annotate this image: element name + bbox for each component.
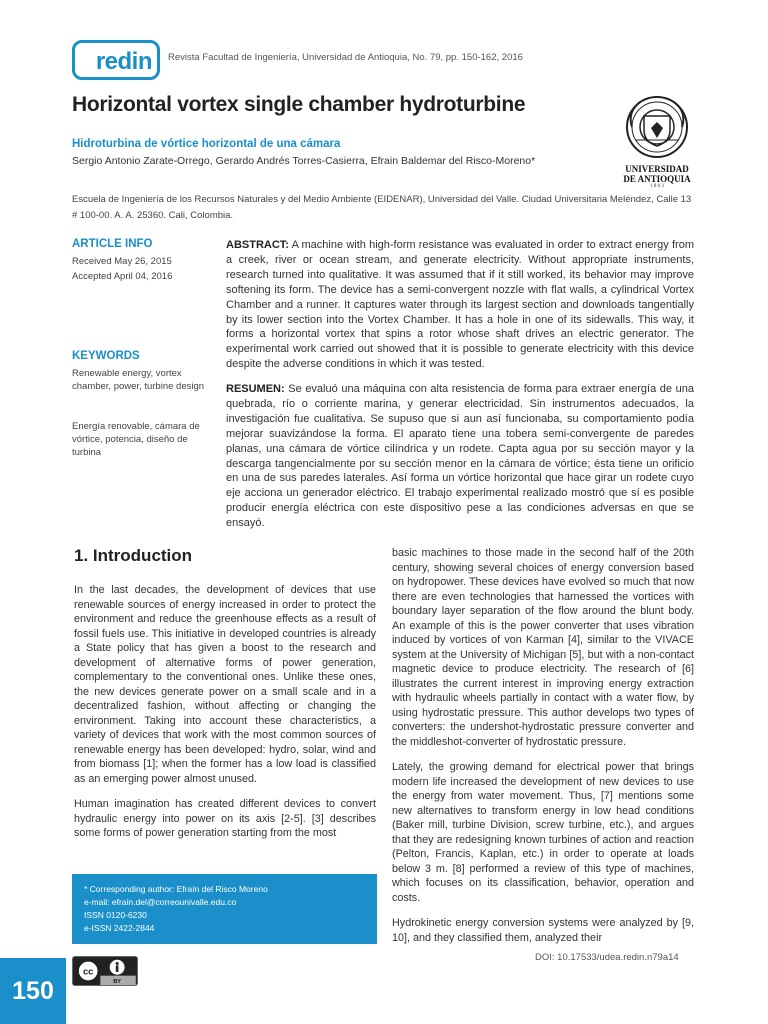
license-badge-text: BY (113, 979, 122, 986)
body-paragraph: Hydrokinetic energy conversion systems were analyzed by [9, 10], and they classified them, analyzed their (392, 917, 694, 944)
introduction-heading: 1. Introduction (74, 546, 193, 565)
issn: ISSN 0120-6230 (84, 910, 147, 920)
resumen-label: RESUMEN: (226, 383, 285, 395)
university-seal-icon (622, 92, 692, 162)
resumen-text: Se evaluó una máquina con alta resistencia de forma para extraer energía de una quebrada, río o corriente marina, y generar electricidad. Sin instrumentos adecuados, la investigación fue cualitativa. Se supuso que si aun así funcionaba, su comportamiento podía mejorar suavizándose la forma. El aparato tiene una tobera semi-convergente de paredes planas, una cámara de vórtice cilíndrica y un rodete. Capta agua por su sección mayor y la descarga tangencialmente por su sección menor en la cámara de vórtice; ésta tiene un orificio en una de sus paredes laterales. Así forma un vórtice horizontal que hace girar un rodete cuyo eje acciona un generador eléctrico. El trabajo experimental realizado mostró que sí es posible producir energía eléctrica con este dispositivo pese a las condiciones adversas en que se ensayó. (226, 383, 694, 530)
accepted-date: Accepted April 04, 2016 (72, 271, 173, 282)
body-paragraph: basic machines to those made in the second half of the 20th century, showing several choices of energy conversion based on hydropower. These devices have evolved so much that now there are even technologies that harnessed the vortices with boundary layer separation of the flow around the blunt body. An example of this is the power converter that uses vibration induced by vortices of von Karman [4], similar to the VIVACE system at the University of Michigan [5], but with a non-contact magnetic device to produce electricity. The research of [6] illustrates the current interest in improving energy extraction with hydraulic wheels partially in contact with a water flow, by using hydrostatic pressure. This author develops two types of converters: the undershot-hydrostatic pressure converter and the middleshot-converter of hydrostatic pressure. (392, 547, 694, 748)
abstract-label: ABSTRACT: (226, 239, 289, 251)
doi[interactable]: DOI: 10.17533/udea.redin.n79a14 (535, 952, 679, 963)
keywords-english: Renewable energy, vortex chamber, power, turbine design (72, 368, 205, 392)
abstract (226, 238, 694, 372)
page-number: 150 (0, 958, 66, 1024)
university-year: 1 8 0 3 (650, 184, 664, 189)
author-affiliation: Escuela de Ingeniería de los Recursos Naturales y del Medio Ambiente (EIDENAR), Universidad del Valle. Ciudad Universitaria Meléndez, Calle 13 # 100-00. A. A. 25360. Cali, Colombia. (72, 194, 692, 221)
body-paragraph: In the last decades, the development of devices that use renewable sources of energy increased in order to protect the environment and reduce the greenhouse effects as a result of fossil fuels use. This initiative in developed countries is already a State policy that has given a boost to the research and development of alternative forms of power generation, complementary to the conventional ones. Unlike these ones, the new devices generate power on a small scale and in a decentralized fashion, without affecting or changing the environment. Taking into account these characteristics, a variety of devices that work with the most common sources of renewable energy has been developed: hydro, solar, wind and from biomass [1]; when the former has a low load is classified as an emerging power almost unused. (74, 584, 376, 785)
journal-logo-text: redin (95, 48, 152, 75)
creative-commons-license-icon[interactable] (72, 956, 138, 986)
paper-subtitle-spanish: Hidroturbina de vórtice horizontal de una cámara (72, 138, 341, 150)
corresponding-author: * Corresponding author: Efraín del Risco Moreno (84, 884, 268, 894)
left-column (74, 583, 376, 852)
article-info-heading: ARTICLE INFO (72, 238, 153, 250)
author-email: e-mail: efrain.del@correounivalle.edu.co (84, 897, 237, 907)
university-name: UNIVERSIDAD DE ANTIOQUIA (623, 164, 691, 184)
author-list: Sergio Antonio Zarate-Orrego, Gerardo Andrés Torres-Casierra, Efrain Baldemar del Risco-Moreno* (72, 155, 536, 167)
svg-text:cc: cc (83, 966, 94, 977)
journal-logo (72, 40, 160, 80)
body-paragraph: Lately, the growing demand for electrical power that brings modern life increased the development of new devices to use the energy from water movement. Thus, [7] mentions some new alternatives to transform energy in low head conditions (Baker mill, turbine Division, screw turbine, etc.), and argues that they are redesigning known turbines of action and reaction (Pelton, Francis, Kaplan, etc.) in order to operate at loads below 3 m. [8] performed a review of this type of machines, which focuses on its classification, behavior, operation and costs. (392, 761, 694, 904)
keywords-spanish: Energía renovable, cámara de vórtice, potencia, diseño de turbina (72, 421, 200, 458)
body-paragraph: Human imagination has created different devices to convert hydraulic energy into power on its axis [2-5]. [3] describes some forms of power generation starting from the most (74, 798, 376, 839)
e-issn: e-ISSN 2422-2844 (84, 923, 155, 933)
keywords-heading: KEYWORDS (72, 350, 140, 362)
resumen (226, 382, 694, 531)
received-date: Received May 26, 2015 (72, 256, 172, 267)
journal-reference: Revista Facultad de Ingeniería, Universidad de Antioquia, No. 79, pp. 150-162, 2016 (168, 52, 523, 63)
corresponding-author-box (72, 874, 377, 944)
abstract-text: A machine with high-form resistance was evaluated in order to extract energy from a creek, river or ocean stream, and generate electricity. Without appropriate instruments, research turned into qualitative. It was assumed that if it still worked, its behavior may improve softening its form. The device has a semi-convergent nozzle with flat walls, a cylindrical Vortex Chamber and a runner. It captures water through its largest section and downloads tangentially by its lower section into the Vortex Chamber. It has a hole in one of its sidewalls. This way, it forms a horizontal vortex that spins a rotor whose shaft drives an electric generator. The experimental work carried out showed that it is possible to generate electricity with this device despite the adverse conditions in which it was tested. (226, 239, 694, 371)
right-column (392, 546, 694, 956)
paper-title: Horizontal vortex single chamber hydroturbine (72, 93, 526, 116)
